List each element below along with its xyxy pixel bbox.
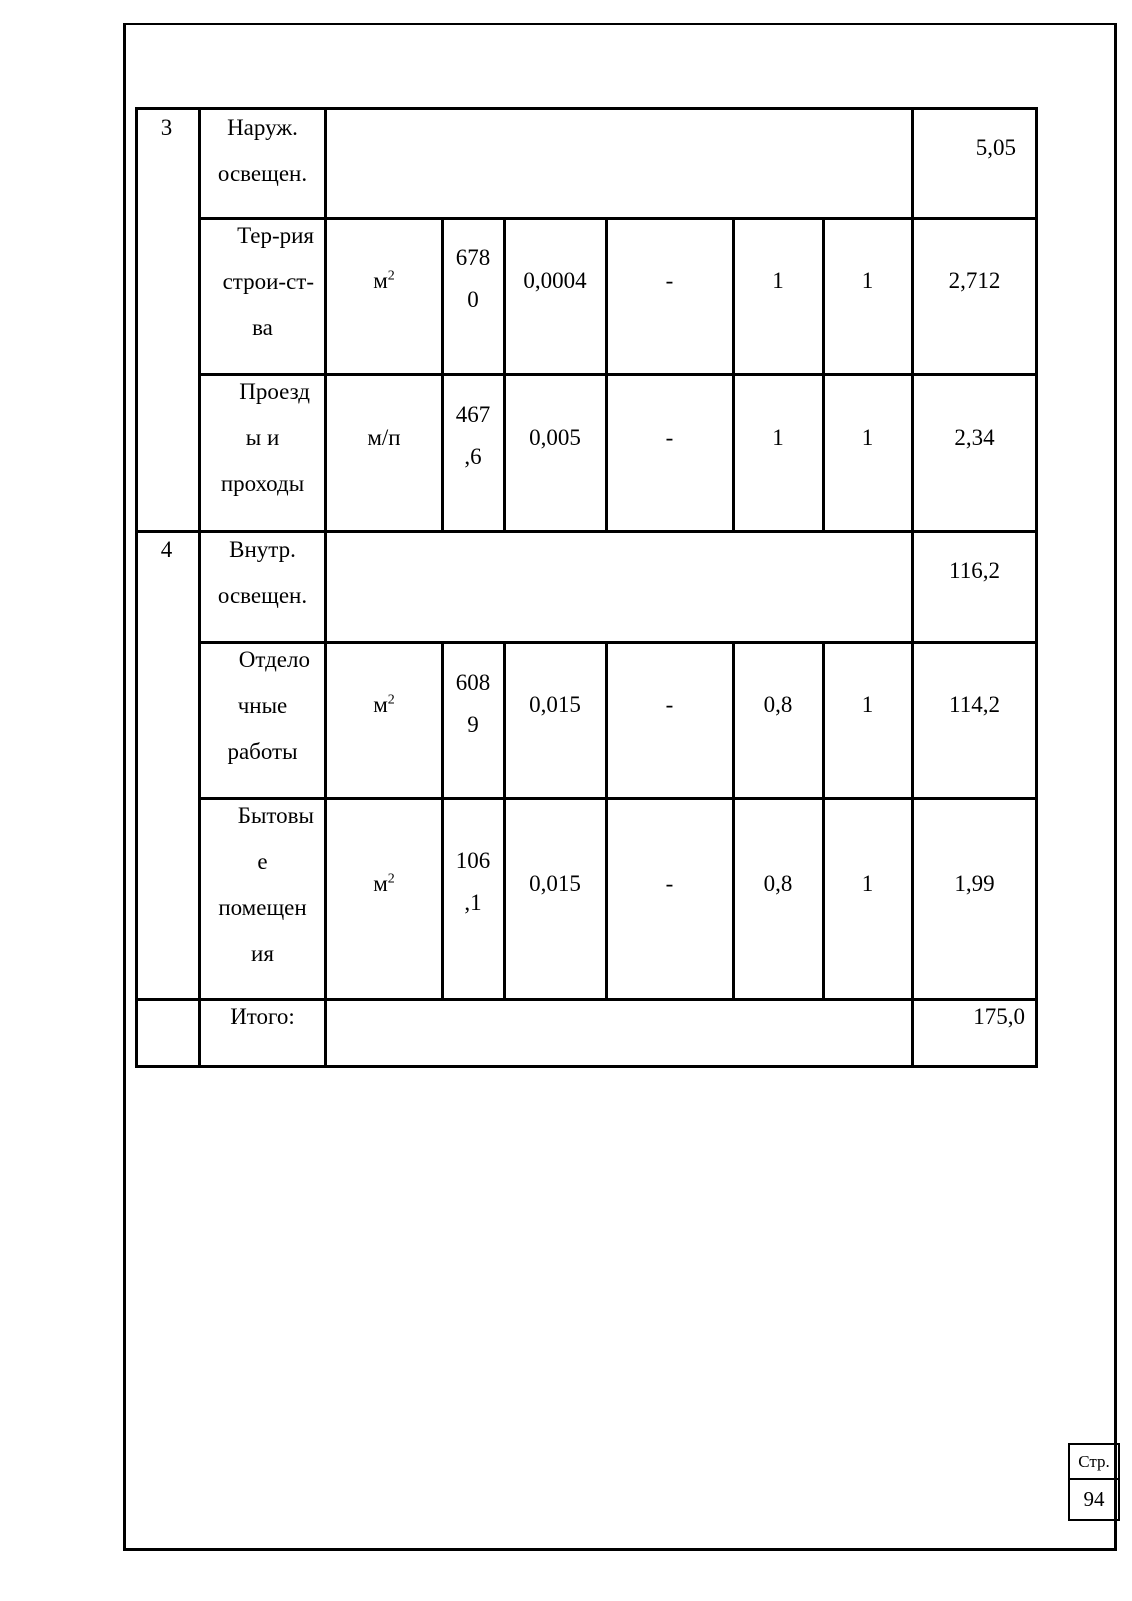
group-name: Наруж. освещен. (217, 115, 308, 186)
item-result: 114,2 (949, 692, 1000, 717)
item-c1: - (665, 268, 674, 293)
item-unit: $м^2$ (373, 268, 395, 293)
item-c3: 1 (861, 425, 874, 450)
item-unit: м/п (367, 425, 401, 450)
page-number: 94 (1068, 1478, 1120, 1521)
item-quantity: 467 ,6 (455, 402, 491, 469)
item-name: Отдело чные работы (227, 647, 310, 764)
item-c2: 1 (772, 268, 784, 293)
item-name: Тер-рия строи-ст- ва (222, 223, 314, 340)
item-norm: 0,015 (529, 871, 581, 896)
total-value: 175,0 (973, 1004, 1025, 1029)
page-stamp-label: Стр. (1068, 1443, 1120, 1480)
item-c2: 1 (772, 425, 784, 450)
group-total: 116,2 (949, 558, 1000, 583)
item-quantity: 106 ,1 (455, 848, 491, 915)
item-c2: 0,8 (763, 692, 793, 717)
group-number: 3 (160, 115, 173, 140)
item-name: Проезд ы и проходы (220, 379, 310, 496)
item-result: 1,99 (954, 871, 995, 896)
item-c3: 1 (861, 871, 874, 896)
group-name: Внутр. освещен. (217, 537, 308, 608)
group-total: 5,05 (975, 135, 1016, 160)
item-result: 2,712 (948, 268, 1001, 293)
item-c1: - (665, 692, 674, 717)
item-result: 2,34 (954, 425, 995, 450)
item-name: Бытовы е помещен ия (218, 803, 314, 966)
table-border-bottom (135, 1065, 1038, 1068)
group-number: 4 (160, 537, 173, 562)
item-norm: 0,005 (529, 425, 581, 450)
item-quantity: 678 0 (455, 245, 491, 312)
item-norm: 0,0004 (523, 268, 587, 293)
item-c3: 1 (861, 692, 874, 717)
item-unit: $м^2$ (373, 692, 395, 717)
item-c1: - (665, 425, 674, 450)
item-unit: $м^2$ (373, 871, 395, 896)
item-quantity: 608 9 (455, 670, 491, 737)
total-label: Итого: (230, 1004, 295, 1029)
item-c2: 0,8 (763, 871, 793, 896)
item-norm: 0,015 (529, 692, 581, 717)
item-c1: - (665, 871, 674, 896)
estimate-table (135, 107, 1038, 1068)
item-c3: 1 (861, 268, 874, 293)
